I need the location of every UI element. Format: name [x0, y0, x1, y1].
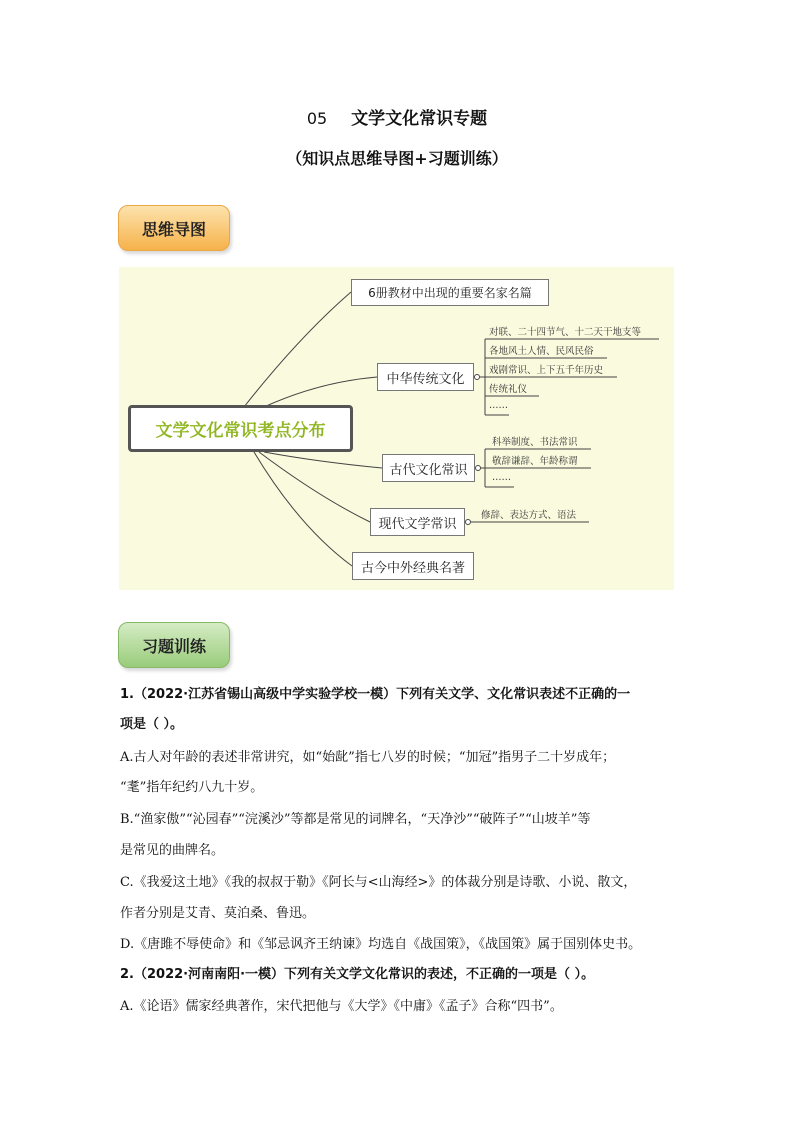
mindmap-leaf: 各地风土人情、民风民俗 — [489, 346, 594, 357]
question-1-option-c: C.《我爱这土地》《我的叔叔于勒》《阿长与<山海经>》的体裁分别是诗歌、小说、散文， — [120, 875, 637, 890]
title-number: 05 — [306, 109, 328, 128]
mindmap-leaf: 传统礼仪 — [489, 384, 528, 395]
title-text: 文学文化常识专题 — [351, 109, 488, 129]
mindmap-branch-2: 中华传统文化 — [377, 363, 474, 391]
question-1-option-c-cont: 作者分别是艾青、莫泊桑、鲁迅。 — [120, 906, 316, 921]
question-1-option-a-cont: “耄”指年纪约八九十岁。 — [120, 780, 264, 795]
question-2-option-a: A.《论语》儒家经典著作，宋代把他与《大学》《中庸》《孟子》合称“四书”。 — [120, 999, 563, 1014]
mindmap-leaf: 科举制度、书法常识 — [492, 437, 578, 448]
question-1-stem: 1.（2022·江苏省锡山高级中学实验学校一模）下列有关文学、文化常识表述不正确的一 — [120, 687, 631, 702]
mindmap-branch-3: 古代文化常识 — [382, 454, 475, 482]
mindmap-central-node: 文学文化常识考点分布 — [128, 405, 353, 452]
section-badge-mindmap: 思维导图 — [118, 205, 230, 251]
question-1-option-a: A.古人对年龄的表述非常讲究，如“始龀”指七八岁的时候；“加冠”指男子二十岁成年； — [120, 750, 616, 765]
mindmap-leaf: 对联、二十四节气、十二天干地支等 — [489, 327, 642, 338]
section-badge-exercises: 习题训练 — [118, 622, 230, 668]
page-subtitle: （知识点思维导图+习题训练） — [286, 149, 508, 168]
mindmap-branch-5: 古今中外经典名著 — [352, 552, 474, 580]
question-1-option-b: B.“渔家傲”“沁园春”“浣溪沙”等都是常见的词牌名，“天净沙”“破阵子”“山坡羊”等 — [120, 812, 591, 827]
question-1-stem-cont: 项是（ ）。 — [120, 717, 184, 732]
question-1-option-d: D.《唐雎不辱使命》和《邹忌讽齐王纳谏》均选自《战国策》，《战国策》属于国别体史书。 — [120, 937, 642, 952]
question-1-option-b-cont: 是常见的曲牌名。 — [120, 843, 225, 858]
mindmap-branch-4: 现代文学常识 — [370, 508, 465, 536]
mindmap-branch-1: 6册教材中出现的重要名家名篇 — [351, 279, 549, 306]
question-2-stem: 2.（2022·河南南阳·一模）下列有关文学文化常识的表述，不正确的一项是（ ）。 — [120, 967, 595, 982]
mindmap-leaf: 戏剧常识、上下五千年历史 — [489, 365, 604, 376]
mindmap-leaf: 敬辞谦辞、年龄称谓 — [492, 456, 578, 467]
mindmap-diagram — [119, 267, 674, 590]
mindmap-leaf: …… — [492, 472, 511, 483]
page-title — [0, 104, 794, 129]
mindmap-leaf: 修辞、表达方式、语法 — [481, 510, 577, 521]
mindmap-leaf: …… — [489, 400, 508, 411]
